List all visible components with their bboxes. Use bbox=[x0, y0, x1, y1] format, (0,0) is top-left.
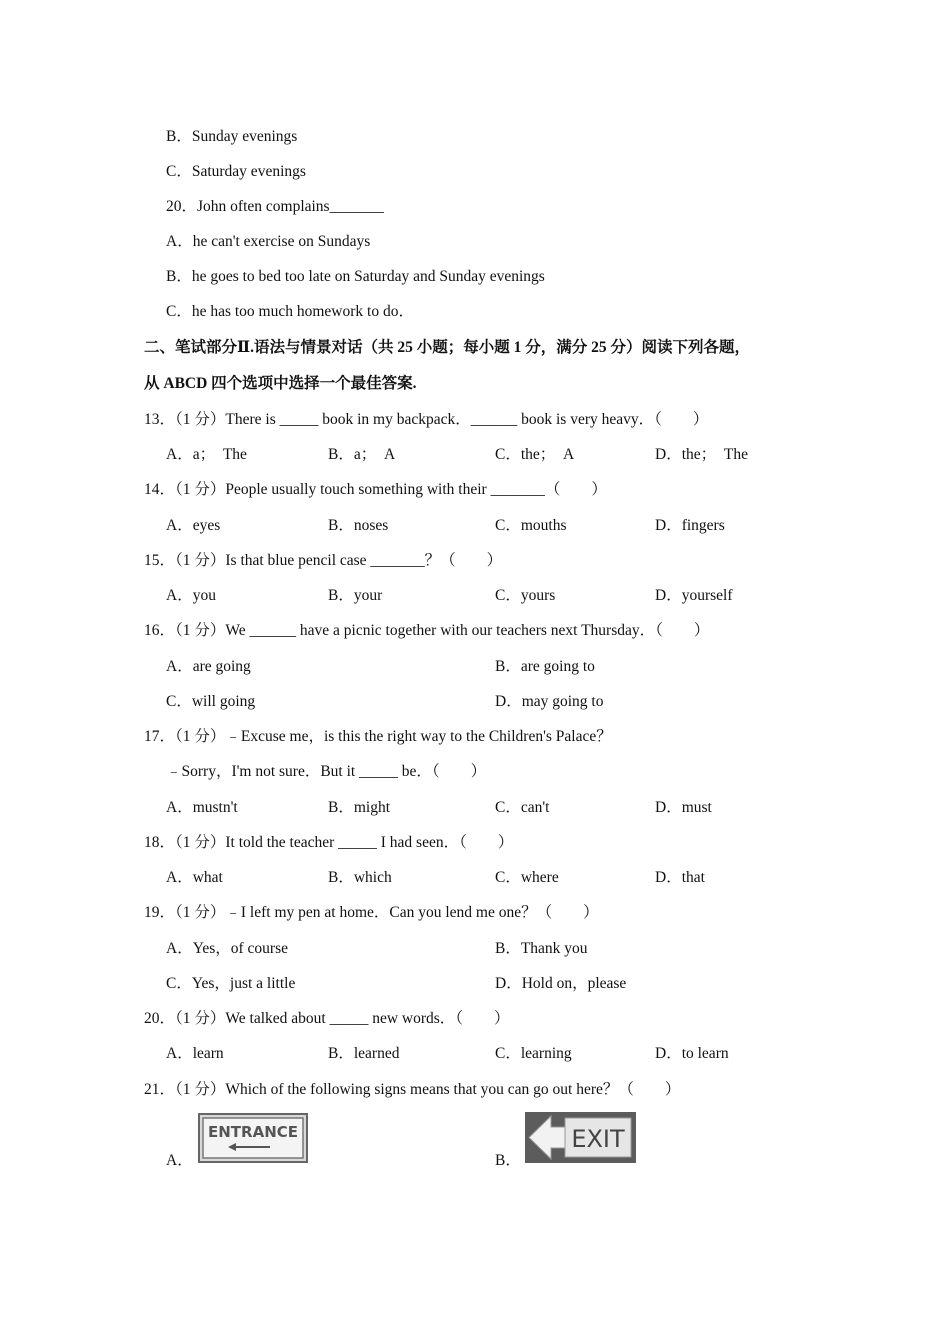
question-stem: 20．（1 分）We talked about _____ new words．（ ） bbox=[144, 1010, 510, 1027]
question-stem: 19．（1 分）﹣I left my pen at home．Can you lend me one？（ ） bbox=[144, 904, 599, 921]
option-d: D．that bbox=[655, 869, 705, 886]
option-c: C．the； A bbox=[495, 446, 575, 463]
option-text: C．Saturday evenings bbox=[166, 163, 306, 180]
option-a: A．mustn't bbox=[166, 799, 238, 816]
exit-sign-text: EXIT bbox=[571, 1125, 625, 1153]
option-c: C．yours bbox=[495, 587, 556, 604]
option-b: B．are going to bbox=[495, 658, 595, 675]
option-d: D．to learn bbox=[655, 1045, 729, 1062]
option-a: A．what bbox=[166, 869, 223, 886]
option-d: D．fingers bbox=[655, 517, 725, 534]
question-stem-cont: ﹣Sorry，I'm not sure．But it _____ be．（ ） bbox=[166, 763, 487, 780]
option-text: C．he has too much homework to do． bbox=[166, 303, 414, 320]
option-a: A．you bbox=[166, 587, 216, 604]
entrance-sign-text: ENTRANCE bbox=[208, 1123, 298, 1141]
option-c: C．will going bbox=[166, 693, 256, 710]
question-stem: 13．（1 分）There is _____ book in my backpack．______ book is very heavy．（ ） bbox=[144, 411, 709, 428]
option-b: B．a； A bbox=[328, 446, 396, 463]
question-stem: 21．（1 分）Which of the following signs means that you can go out here？（ ） bbox=[144, 1081, 681, 1098]
question-stem: 20．John often complains_______ bbox=[166, 198, 384, 215]
option-a: A．learn bbox=[166, 1045, 224, 1062]
option-d: D．must bbox=[655, 799, 712, 816]
option-b: B．Thank you bbox=[495, 940, 588, 957]
option-d: D．yourself bbox=[655, 587, 733, 604]
section-heading-cont: 从 ABCD 四个选项中选择一个最佳答案. bbox=[144, 375, 417, 392]
option-text: B．he goes to bed too late on Saturday and Sunday evenings bbox=[166, 268, 545, 285]
option-b: B．which bbox=[328, 869, 392, 886]
option-d: D．Hold on，please bbox=[495, 975, 627, 992]
option-a: A．are going bbox=[166, 658, 251, 675]
option-text: A．he can't exercise on Sundays bbox=[166, 233, 371, 250]
question-stem: 18．（1 分）It told the teacher _____ I had seen．（ ） bbox=[144, 834, 514, 851]
option-b: B．learned bbox=[328, 1045, 400, 1062]
option-text: B．Sunday evenings bbox=[166, 128, 298, 145]
option-c: C．where bbox=[495, 869, 559, 886]
entrance-sign-image bbox=[198, 1113, 308, 1163]
question-stem: 17．（1 分）﹣Excuse me，is this the right way to the Children's Palace？ bbox=[144, 728, 612, 745]
option-a: A．a； The bbox=[166, 446, 247, 463]
option-c: C．can't bbox=[495, 799, 550, 816]
option-b: B．might bbox=[328, 799, 391, 816]
option-b: B．noses bbox=[328, 517, 389, 534]
option-b: B． bbox=[495, 1152, 521, 1169]
option-b: B．your bbox=[328, 587, 383, 604]
option-d: D．may going to bbox=[495, 693, 604, 710]
option-a: A． bbox=[166, 1152, 193, 1169]
option-c: C．mouths bbox=[495, 517, 567, 534]
option-a: A．eyes bbox=[166, 517, 221, 534]
question-stem: 14．（1 分）People usually touch something with their _______（ ） bbox=[144, 481, 607, 498]
exit-sign-image bbox=[525, 1112, 636, 1163]
question-stem: 15．（1 分）Is that blue pencil case _______？（ ） bbox=[144, 552, 503, 569]
option-c: C．Yes，just a little bbox=[166, 975, 296, 992]
section-heading: 二、笔试部分Ⅱ.语法与情景对话（共 25 小题；每小题 1 分，满分 25 分）阅读下列各题， bbox=[144, 339, 750, 356]
option-a: A．Yes，of course bbox=[166, 940, 288, 957]
option-c: C．learning bbox=[495, 1045, 572, 1062]
option-d: D．the； The bbox=[655, 446, 748, 463]
question-stem: 16．（1 分）We ______ have a picnic together with our teachers next Thursday．（ ） bbox=[144, 622, 710, 639]
